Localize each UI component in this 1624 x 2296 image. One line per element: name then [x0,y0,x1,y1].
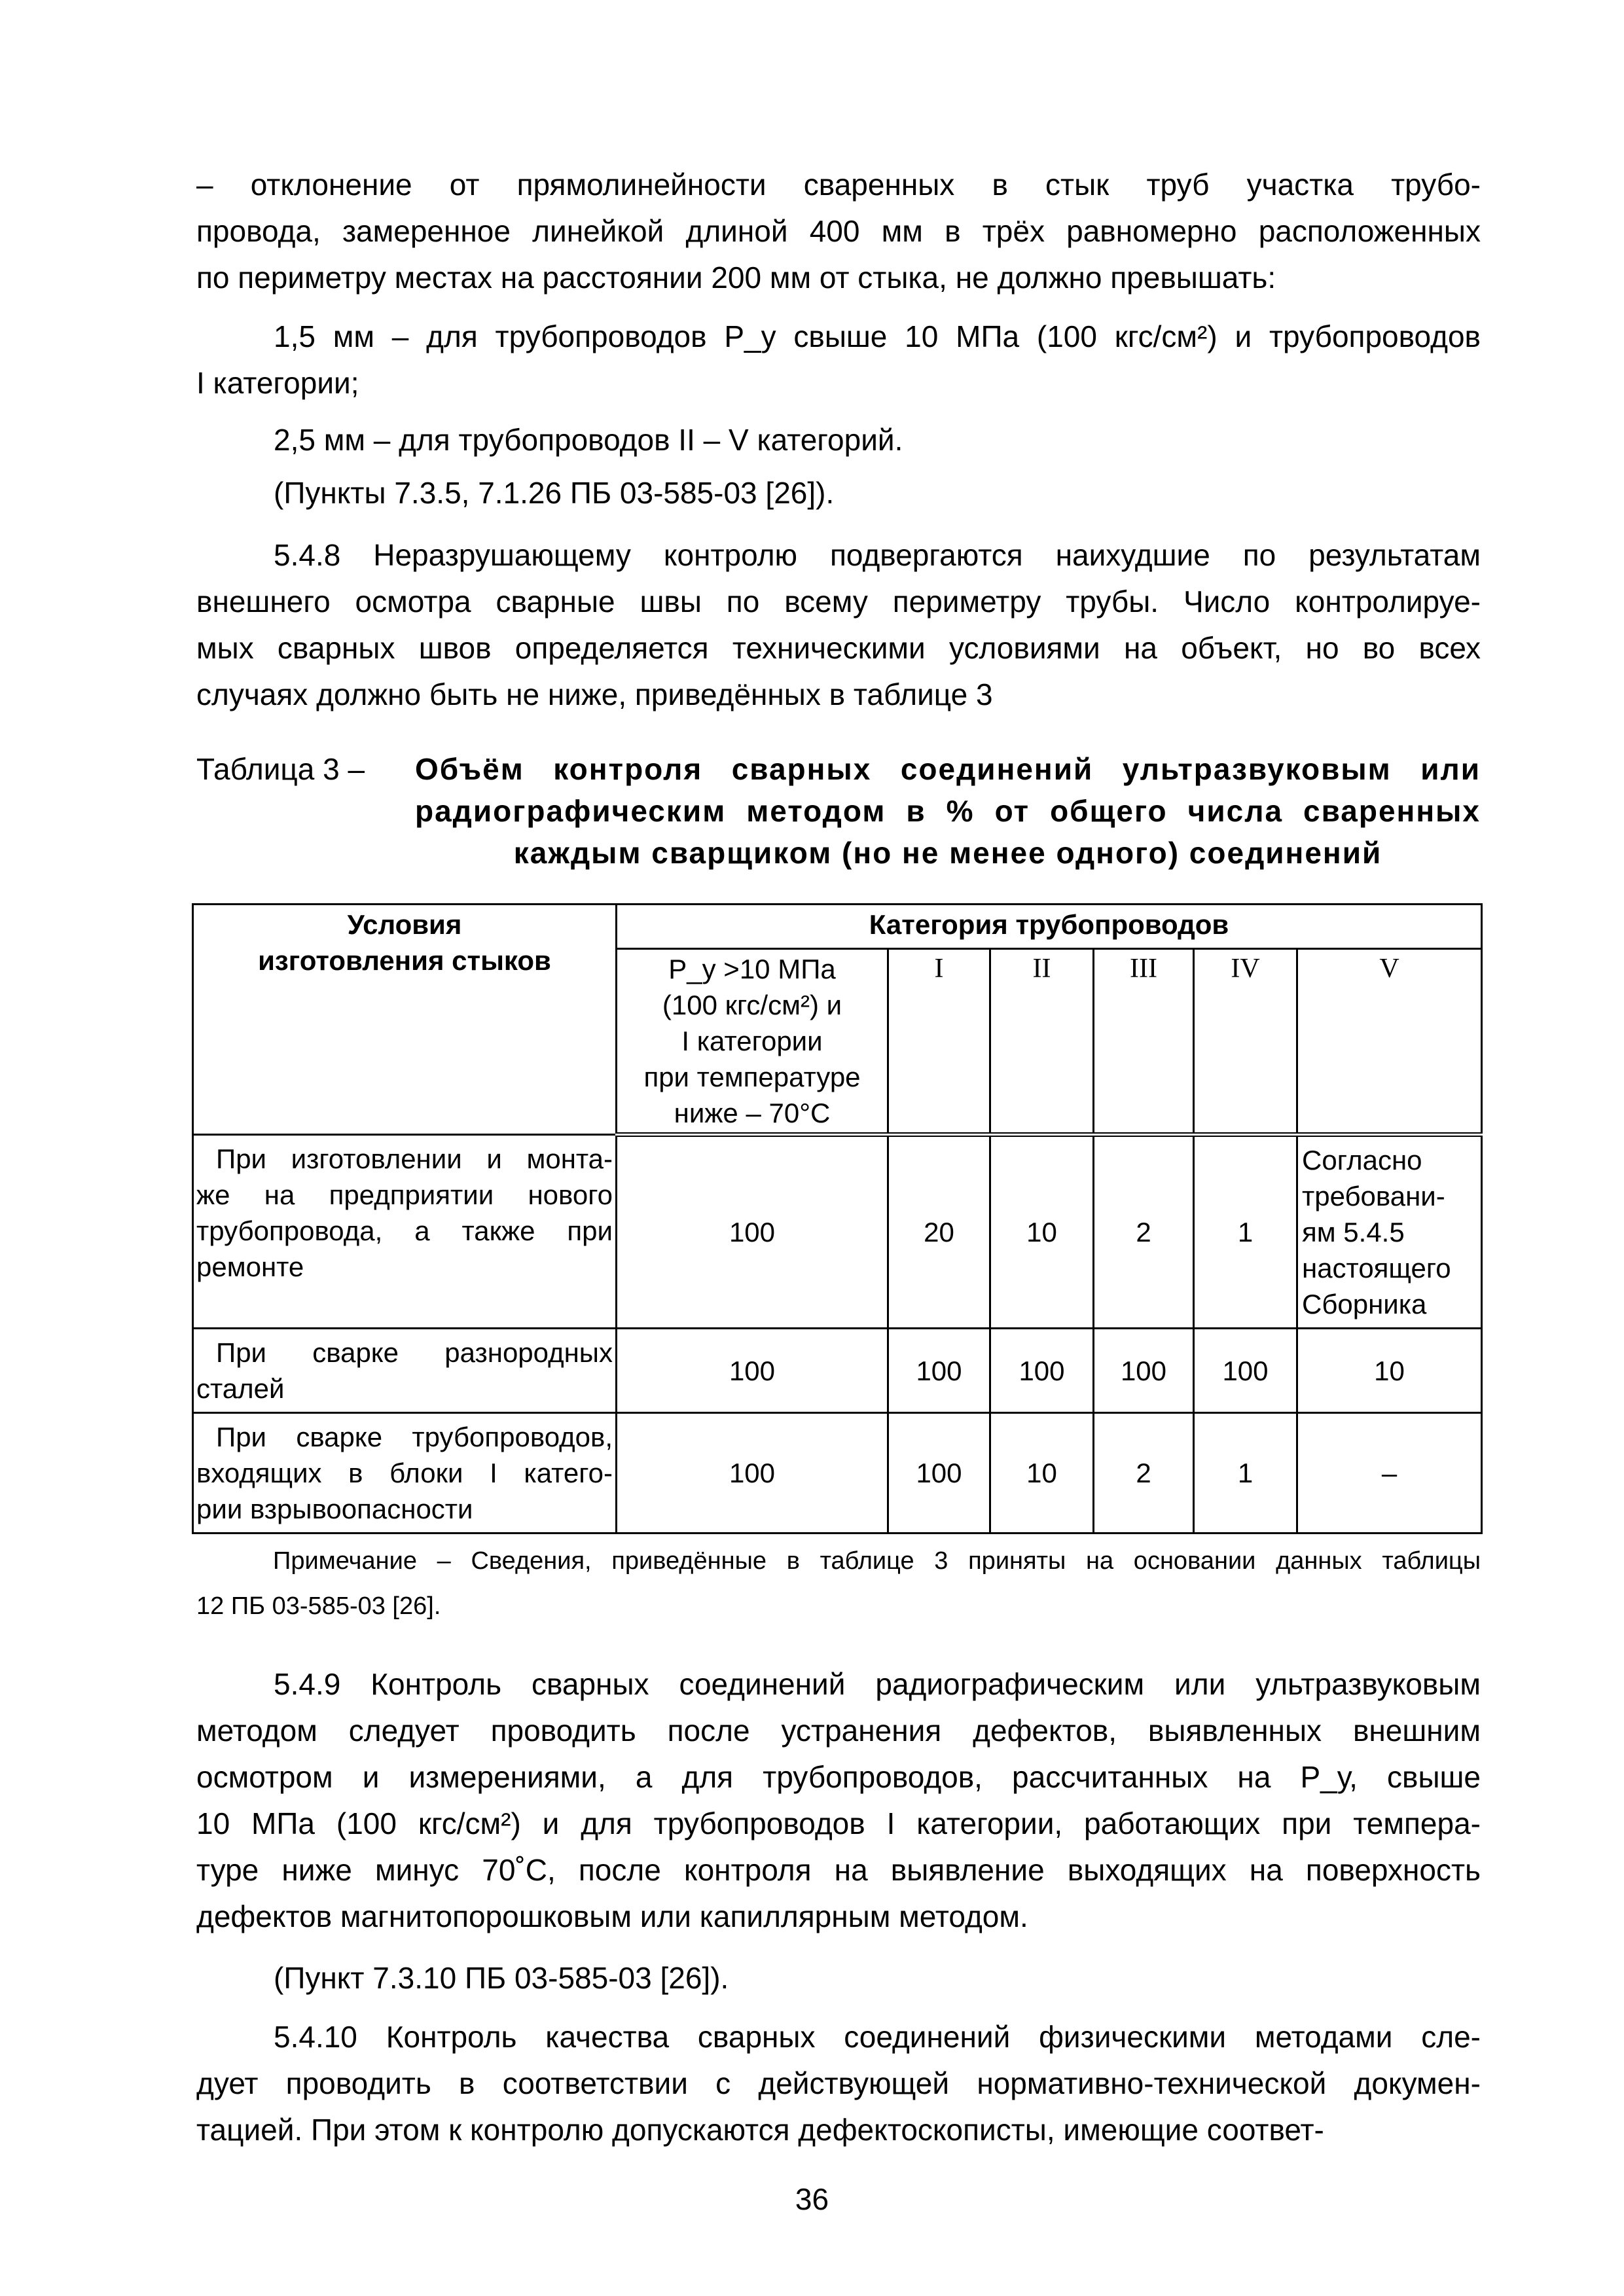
value-cell: 20 [888,1135,990,1329]
page-number: 36 [795,2182,829,2216]
value-cell: 100 [1094,1329,1194,1413]
value-cell: 10 [990,1413,1094,1534]
condition-line: сталей [196,1373,285,1404]
value-cell: 2 [1094,1413,1194,1534]
table-row [193,1413,1482,1534]
table-caption [196,748,1481,874]
condition-line: При сварке трубопроводов, [216,1422,613,1452]
text-line: 10 МПа (100 кгс/см²) и для трубопроводов I категории, работающих при темпера- [196,1806,1481,1840]
value-cell: 100 [617,1329,888,1413]
text-line: дефектов магнитопорошковым или капиллярным методом. [196,1899,1028,1933]
header-category: Категория трубопроводов [617,905,1482,949]
value-cell: 2 [1094,1135,1194,1329]
table-note [196,1539,1481,1629]
value-cell: 10 [990,1135,1094,1329]
header-conditions-line: Условия [347,909,462,940]
paragraph-5-4-9 [196,1661,1481,1940]
header-conditions-line: изготовления стыков [258,945,551,976]
category-v-line: 10 [1374,1355,1405,1386]
text-line: 1,5 мм – для трубопроводов Р_у свыше 10 МПа (100 кгс/см²) и трубопроводов [274,319,1481,353]
text-line: Примечание – Сведения, приведённые в таблице 3 приняты на основании данных таблицы [273,1547,1481,1575]
paragraph-5-4-10 [196,2014,1481,2153]
category-v-cell [1297,1135,1482,1329]
text-line: – отклонение от прямолинейности сваренных в стык труб участка трубо- [196,168,1481,202]
text-line: по периметру местах на расстоянии 200 мм от стыка, не должно превышать: [196,260,1276,295]
value-cell: 1 [1194,1135,1297,1329]
subheader-category: I [888,949,990,1135]
text-line: случаях должно быть не ниже, приведённых в таблице 3 [196,677,993,711]
inspection-volume-table [192,903,1483,1534]
subheader-category: II [990,949,1094,1135]
text-line: 5.4.10 Контроль качества сварных соединений физическими методами сле- [274,2020,1481,2054]
text-line: 5.4.9 Контроль сварных соединений радиографическим или ультразвуковым [274,1667,1481,1701]
condition-line: трубопровода, а также при [196,1215,613,1246]
condition-line: При изготовлении и монта- [216,1143,613,1174]
subheader-category: III [1094,949,1194,1135]
text-line: 12 ПБ 03-585-03 [26]. [196,1592,441,1620]
condition-line: рии взрывоопасности [196,1494,473,1524]
category-v-line: требовани- [1302,1181,1445,1211]
condition-line: ремонте [196,1251,304,1282]
subheader-line: Р_у >10 МПа [668,954,836,984]
table-title-line: Объём контроля сварных соединений ультразвуковым или [415,752,1481,786]
paragraph-5-4-8 [196,532,1481,718]
text-line: методом следует проводить после устранения дефектов, выявленных внешним [196,1713,1481,1748]
paragraph-deviation [196,162,1481,301]
subheader-category: IV [1194,949,1297,1135]
value-cell: 1 [1194,1413,1297,1534]
text-line: I категории; [196,366,359,400]
category-v-line: – [1381,1458,1398,1488]
value-cell: 100 [888,1413,990,1534]
condition-line: входящих в блоки I катего- [196,1458,613,1488]
category-v-line: Сборника [1302,1289,1427,1319]
table-row [193,1135,1482,1329]
subheader-line: (100 кгс/см²) и [662,990,842,1020]
value-cell: 100 [990,1329,1094,1413]
value-cell: 100 [617,1135,888,1329]
condition-line: При сварке разнородных [216,1337,613,1368]
category-v-cell [1297,1329,1482,1413]
subheader-high-pressure [617,949,888,1135]
header-conditions [193,905,617,1135]
condition-cell [193,1135,617,1329]
text-line: 5.4.8 Неразрушающему контролю подвергаются наихудшие по результатам [274,538,1481,572]
condition-cell [193,1413,617,1534]
value-cell: 100 [888,1329,990,1413]
paragraph-reference-2: (Пункт 7.3.10 ПБ 03-585-03 [26]). [274,1961,729,1995]
condition-line: же на предприятии нового [196,1179,613,1210]
paragraph-limit-1 [196,314,1481,406]
text-line: провода, замеренное линейкой длиной 400 мм в трёх равномерно расположенных [196,214,1481,248]
condition-cell [193,1329,617,1413]
text-line: внешнего осмотра сварные швы по всему периметру трубы. Число контролируе- [196,584,1481,619]
category-v-line: настоящего [1302,1253,1451,1283]
subheader-line: ниже – 70°С [674,1098,831,1128]
value-cell: 100 [617,1413,888,1534]
table-row [193,1329,1482,1413]
table-title-line: каждым сварщиком (но не менее одного) соединений [513,836,1382,870]
text-line: тацией. При этом к контролю допускаются дефектоскописты, имеющие соответ- [196,2113,1324,2147]
category-v-line: Согласно [1302,1145,1422,1175]
text-line: туре ниже минус 70˚С, после контроля на выявление выходящих на поверхность [196,1853,1481,1887]
paragraph-limit-2: 2,5 мм – для трубопроводов II – V категорий. [274,423,903,457]
paragraph-reference-1: (Пункты 7.3.5, 7.1.26 ПБ 03-585-03 [26]). [274,476,835,510]
table-label: Таблица 3 – [196,752,365,786]
text-line: осмотром и измерениями, а для трубопроводов, рассчитанных на Р_у, свыше [196,1760,1481,1794]
text-line: дует проводить в соответствии с действующей нормативно-технической докумен- [196,2066,1481,2100]
subheader-line: при температуре [643,1062,861,1092]
text-line: мых сварных швов определяется техническими условиями на объект, но во всех [196,631,1481,665]
subheader-category: V [1297,949,1482,1135]
value-cell: 100 [1194,1329,1297,1413]
subheader-line: I категории [681,1026,823,1056]
category-v-cell [1297,1413,1482,1534]
table-title-line: радиографическим методом в % от общего числа сваренных [415,794,1481,828]
category-v-line: ям 5.4.5 [1302,1217,1405,1247]
table-title [196,748,1481,874]
